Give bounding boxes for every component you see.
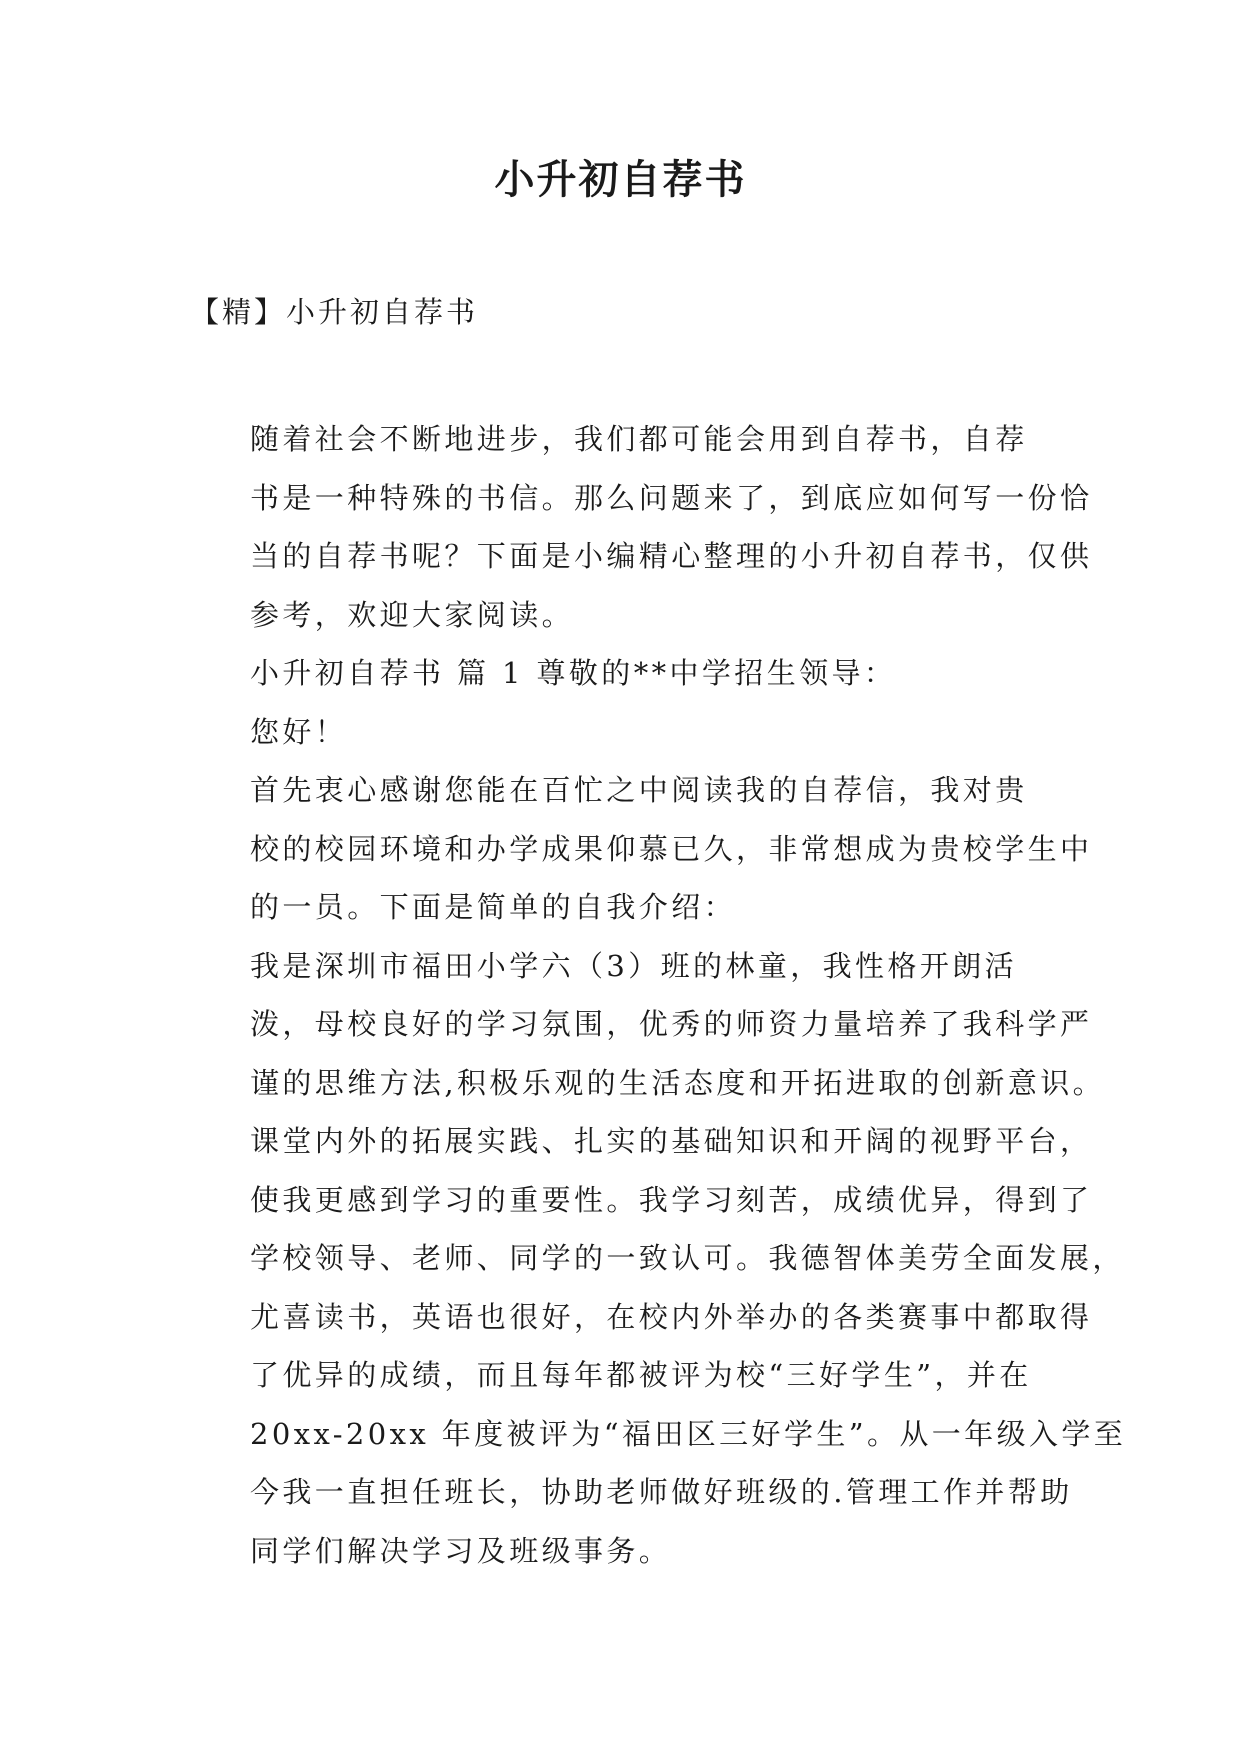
text-line: 同学们解决学习及班级事务。 — [250, 1533, 672, 1568]
text-line: 当的自荐书呢？下面是小编精心整理的小升初自荐书，仅供 — [250, 539, 1093, 573]
letter-heading-paragraph — [192, 644, 1072, 703]
self-introduction-paragraph — [192, 937, 1127, 1581]
text-line: 您好！ — [250, 714, 348, 749]
text-line: 随着社会不断地进步，我们都可能会用到自荐书，自荐 — [250, 422, 1028, 456]
greeting-paragraph — [192, 703, 1072, 762]
text-line: 了优异的成绩，而且每年都被评为校“三好学生”，并在 — [250, 1358, 1032, 1392]
text-line: 课堂内外的拓展实践、扎实的基础知识和开阔的视野平台， — [250, 1124, 1093, 1158]
text-line: 小升初自荐书 篇 1 尊敬的**中学招生领导： — [250, 656, 897, 690]
text-line: 使我更感到学习的重要性。我学习刻苦，成绩优异，得到了 — [250, 1182, 1093, 1217]
text-line: 书是一种特殊的书信。那么问题来了，到底应如何写一份恰 — [250, 480, 1093, 515]
text-line: 首先衷心感谢您能在百忙之中阅读我的自荐信，我对贵 — [250, 773, 1028, 807]
text-line: 的一员。下面是简单的自我介绍： — [250, 890, 737, 924]
text-line: 泼，母校良好的学习氛围，优秀的师资力量培养了我科学严 — [250, 1007, 1093, 1041]
text-line: 校的校园环境和办学成果仰慕已久，非常想成为贵校学生中 — [250, 831, 1093, 866]
thanks-paragraph — [192, 761, 1093, 937]
document-title: 小升初自荐书 — [494, 156, 747, 203]
text-line: 学校领导、老师、同学的一致认可。我德智体美劳全面发展， — [250, 1241, 1125, 1275]
text-line: 谨的思维方法,积极乐观的生活态度和开拓进取的创新意识。 — [250, 1065, 1106, 1100]
text-line: 尤喜读书，英语也很好，在校内外举办的各类赛事中都取得 — [250, 1299, 1093, 1334]
document-subtitle: 【精】小升初自荐书 — [190, 295, 479, 329]
document-body — [192, 410, 1127, 1580]
text-line: 20xx-20xx 年度被评为“福田区三好学生”。从一年级入学至 — [250, 1416, 1127, 1451]
text-line: 今我一直担任班长，协助老师做好班级的.管理工作并帮助 — [250, 1475, 1073, 1509]
intro-paragraph — [192, 410, 1093, 644]
text-line: 我是深圳市福田小学六（3）班的林童，我性格开朗活 — [250, 948, 1018, 983]
text-line: 参考，欢迎大家阅读。 — [250, 597, 575, 632]
